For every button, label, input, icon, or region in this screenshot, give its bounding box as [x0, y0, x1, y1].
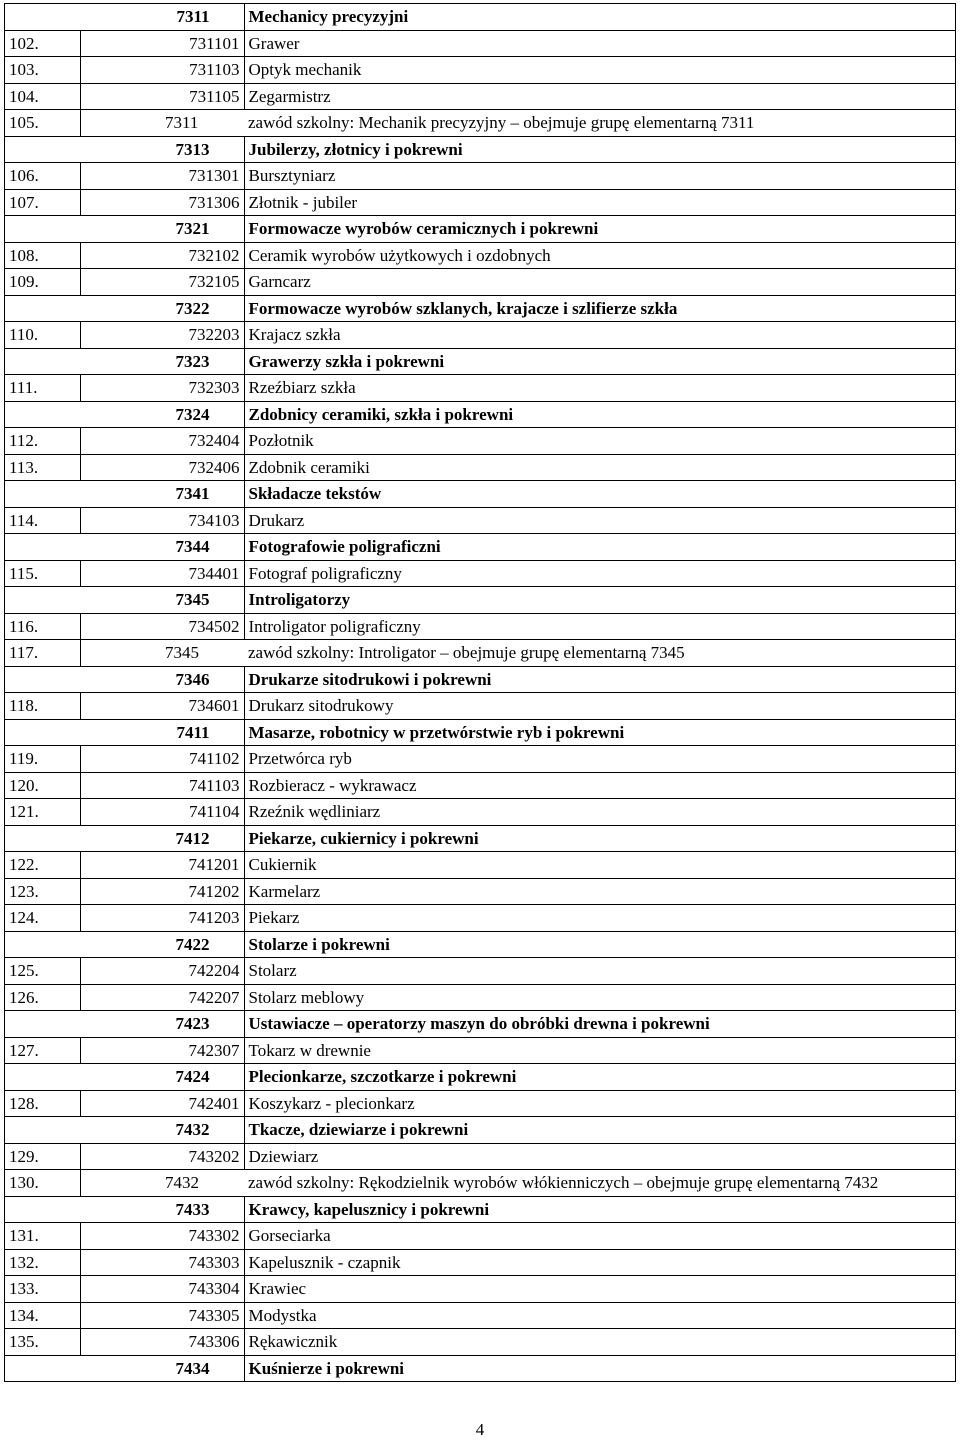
occupation-name: Piekarz — [244, 905, 956, 932]
occupation-code: 741202 — [81, 878, 245, 905]
occupation-name: Przetwórca ryb — [244, 746, 956, 773]
occupation-name: Dziewiarz — [244, 1143, 956, 1170]
occupation-row — [5, 1037, 956, 1064]
occupation-row — [5, 1249, 956, 1276]
occupation-code: 742307 — [81, 1037, 245, 1064]
occupation-code: 732303 — [81, 375, 245, 402]
occupation-code: 742401 — [81, 1090, 245, 1117]
row-number: 129. — [5, 1143, 81, 1170]
row-number: 115. — [5, 560, 81, 587]
row-number: 124. — [5, 905, 81, 932]
occupation-code: 741104 — [81, 799, 245, 826]
row-number — [5, 4, 81, 31]
occupation-row — [5, 57, 956, 84]
row-number — [5, 534, 81, 561]
occupation-name: Fotograf poligraficzny — [244, 560, 956, 587]
row-number: 134. — [5, 1302, 81, 1329]
group-name: Grawerzy szkła i pokrewni — [244, 348, 956, 375]
row-number: 121. — [5, 799, 81, 826]
occupation-row — [5, 189, 956, 216]
occupation-code: 741201 — [81, 852, 245, 879]
row-number — [5, 1011, 81, 1038]
group-name: Krawcy, kapelusznicy i pokrewni — [244, 1196, 956, 1223]
occupation-name: zawód szkolny: Mechanik precyzyjny – obejmuje grupę elementarną 7311 — [244, 110, 956, 137]
row-number — [5, 295, 81, 322]
row-number: 135. — [5, 1329, 81, 1356]
school-occupation-row — [5, 640, 956, 667]
occupation-name: Krajacz szkła — [244, 322, 956, 349]
row-number: 103. — [5, 57, 81, 84]
row-number: 128. — [5, 1090, 81, 1117]
occupation-row — [5, 878, 956, 905]
occupation-code: 743306 — [81, 1329, 245, 1356]
group-code: 7323 — [81, 348, 245, 375]
group-row — [5, 1117, 956, 1144]
group-name: Składacze tekstów — [244, 481, 956, 508]
row-number — [5, 136, 81, 163]
occupation-name: Tokarz w drewnie — [244, 1037, 956, 1064]
occupation-code: 741103 — [81, 772, 245, 799]
group-code: 7324 — [81, 401, 245, 428]
group-row — [5, 1064, 956, 1091]
group-name: Mechanicy precyzyjni — [244, 4, 956, 31]
row-number: 110. — [5, 322, 81, 349]
group-code: 7341 — [81, 481, 245, 508]
group-row — [5, 1196, 956, 1223]
group-row — [5, 401, 956, 428]
occupation-name: Stolarz — [244, 958, 956, 985]
occupation-name: Pozłotnik — [244, 428, 956, 455]
row-number: 105. — [5, 110, 81, 137]
occupation-row — [5, 1090, 956, 1117]
occupation-code: 743302 — [81, 1223, 245, 1250]
occupation-code: 731105 — [81, 83, 245, 110]
group-name: Jubilerzy, złotnicy i pokrewni — [244, 136, 956, 163]
occupation-table — [4, 3, 956, 1382]
occupation-code: 742204 — [81, 958, 245, 985]
group-name: Formowacze wyrobów szklanych, krajacze i szlifierze szkła — [244, 295, 956, 322]
occupation-code: 734502 — [81, 613, 245, 640]
occupation-name: Grawer — [244, 30, 956, 57]
occupation-row — [5, 30, 956, 57]
group-row — [5, 481, 956, 508]
occupation-code: 731306 — [81, 189, 245, 216]
page-number: 4 — [475, 1420, 485, 1439]
group-name: Masarze, robotnicy w przetwórstwie ryb i pokrewni — [244, 719, 956, 746]
occupation-name: Koszykarz - plecionkarz — [244, 1090, 956, 1117]
occupation-name: Ceramik wyrobów użytkowych i ozdobnych — [244, 242, 956, 269]
row-number — [5, 216, 81, 243]
occupation-name: Garncarz — [244, 269, 956, 296]
occupation-name: Krawiec — [244, 1276, 956, 1303]
occupation-row — [5, 613, 956, 640]
group-name: Kuśnierze i pokrewni — [244, 1355, 956, 1382]
occupation-code: 743304 — [81, 1276, 245, 1303]
occupation-row — [5, 984, 956, 1011]
row-number: 109. — [5, 269, 81, 296]
occupation-code: 743303 — [81, 1249, 245, 1276]
group-code: 7322 — [81, 295, 245, 322]
row-number — [5, 1064, 81, 1091]
occupation-row — [5, 1276, 956, 1303]
occupation-row — [5, 269, 956, 296]
occupation-row — [5, 958, 956, 985]
occupation-code: 734401 — [81, 560, 245, 587]
occupation-name: Rękawicznik — [244, 1329, 956, 1356]
group-name: Fotografowie poligraficzni — [244, 534, 956, 561]
row-number: 108. — [5, 242, 81, 269]
row-number: 118. — [5, 693, 81, 720]
occupation-code: 732105 — [81, 269, 245, 296]
row-number: 120. — [5, 772, 81, 799]
occupation-name: Modystka — [244, 1302, 956, 1329]
occupation-code: 743202 — [81, 1143, 245, 1170]
group-row — [5, 4, 956, 31]
occupation-name: Karmelarz — [244, 878, 956, 905]
school-occupation-row — [5, 1170, 956, 1197]
row-number: 106. — [5, 163, 81, 190]
row-number — [5, 1117, 81, 1144]
row-number: 112. — [5, 428, 81, 455]
row-number — [5, 825, 81, 852]
occupation-code: 731301 — [81, 163, 245, 190]
occupation-code: 741203 — [81, 905, 245, 932]
row-number: 131. — [5, 1223, 81, 1250]
group-name: Piekarze, cukiernicy i pokrewni — [244, 825, 956, 852]
occupation-row — [5, 428, 956, 455]
group-code: 7422 — [81, 931, 245, 958]
occupation-code: 741102 — [81, 746, 245, 773]
school-occupation-row — [5, 110, 956, 137]
row-number: 104. — [5, 83, 81, 110]
group-row — [5, 587, 956, 614]
group-code: 7346 — [81, 666, 245, 693]
group-code: 7423 — [81, 1011, 245, 1038]
row-number: 127. — [5, 1037, 81, 1064]
group-code: 7412 — [81, 825, 245, 852]
group-row — [5, 1011, 956, 1038]
occupation-row — [5, 1302, 956, 1329]
occupation-name: Bursztyniarz — [244, 163, 956, 190]
group-name: Drukarze sitodrukowi i pokrewni — [244, 666, 956, 693]
occupation-code: 732102 — [81, 242, 245, 269]
occupation-row — [5, 322, 956, 349]
occupation-code: 731101 — [81, 30, 245, 57]
occupation-row — [5, 693, 956, 720]
row-number — [5, 401, 81, 428]
row-number — [5, 666, 81, 693]
occupation-code: 734103 — [81, 507, 245, 534]
occupation-name: Rozbieracz - wykrawacz — [244, 772, 956, 799]
occupation-code: 743305 — [81, 1302, 245, 1329]
row-number: 125. — [5, 958, 81, 985]
row-number: 119. — [5, 746, 81, 773]
group-code: 7432 — [81, 1117, 245, 1144]
occupation-name: Kapelusznik - czapnik — [244, 1249, 956, 1276]
occupation-name: Stolarz meblowy — [244, 984, 956, 1011]
occupation-name: Rzeźnik wędliniarz — [244, 799, 956, 826]
group-name: Plecionkarze, szczotkarze i pokrewni — [244, 1064, 956, 1091]
group-code: 7311 — [81, 4, 245, 31]
occupation-row — [5, 905, 956, 932]
occupation-code: 732404 — [81, 428, 245, 455]
row-number — [5, 1196, 81, 1223]
group-code: 7424 — [81, 1064, 245, 1091]
occupation-name: Cukiernik — [244, 852, 956, 879]
occupation-row — [5, 772, 956, 799]
occupation-code: 7432 — [81, 1170, 245, 1197]
occupation-name: Drukarz sitodrukowy — [244, 693, 956, 720]
group-name: Stolarze i pokrewni — [244, 931, 956, 958]
row-number: 122. — [5, 852, 81, 879]
row-number — [5, 931, 81, 958]
group-row — [5, 825, 956, 852]
occupation-row — [5, 83, 956, 110]
group-row — [5, 534, 956, 561]
row-number: 123. — [5, 878, 81, 905]
occupation-code: 7311 — [81, 110, 245, 137]
row-number: 132. — [5, 1249, 81, 1276]
row-number: 126. — [5, 984, 81, 1011]
group-row — [5, 216, 956, 243]
row-number: 111. — [5, 375, 81, 402]
occupation-name: zawód szkolny: Introligator – obejmuje grupę elementarną 7345 — [244, 640, 956, 667]
group-row — [5, 348, 956, 375]
group-name: Introligatorzy — [244, 587, 956, 614]
group-name: Formowacze wyrobów ceramicznych i pokrewni — [244, 216, 956, 243]
row-number: 102. — [5, 30, 81, 57]
row-number — [5, 348, 81, 375]
group-code: 7313 — [81, 136, 245, 163]
group-row — [5, 931, 956, 958]
occupation-name: Zdobnik ceramiki — [244, 454, 956, 481]
group-name: Zdobnicy ceramiki, szkła i pokrewni — [244, 401, 956, 428]
group-code: 7411 — [81, 719, 245, 746]
group-code: 7345 — [81, 587, 245, 614]
group-code: 7433 — [81, 1196, 245, 1223]
group-row — [5, 136, 956, 163]
occupation-code: 731103 — [81, 57, 245, 84]
row-number — [5, 481, 81, 508]
occupation-row — [5, 560, 956, 587]
row-number: 116. — [5, 613, 81, 640]
occupation-row — [5, 746, 956, 773]
occupation-name: Zegarmistrz — [244, 83, 956, 110]
group-code: 7344 — [81, 534, 245, 561]
group-code: 7434 — [81, 1355, 245, 1382]
occupation-row — [5, 454, 956, 481]
occupation-row — [5, 1329, 956, 1356]
occupation-row — [5, 852, 956, 879]
occupation-row — [5, 242, 956, 269]
group-code: 7321 — [81, 216, 245, 243]
occupation-row — [5, 1143, 956, 1170]
group-name: Ustawiacze – operatorzy maszyn do obróbki drewna i pokrewni — [244, 1011, 956, 1038]
occupation-row — [5, 799, 956, 826]
group-row — [5, 666, 956, 693]
occupation-name: Rzeźbiarz szkła — [244, 375, 956, 402]
group-name: Tkacze, dziewiarze i pokrewni — [244, 1117, 956, 1144]
occupation-name: Drukarz — [244, 507, 956, 534]
row-number — [5, 1355, 81, 1382]
occupation-code: 742207 — [81, 984, 245, 1011]
row-number: 107. — [5, 189, 81, 216]
row-number: 113. — [5, 454, 81, 481]
occupation-name: Introligator poligraficzny — [244, 613, 956, 640]
occupation-row — [5, 1223, 956, 1250]
occupation-code: 734601 — [81, 693, 245, 720]
occupation-name: Optyk mechanik — [244, 57, 956, 84]
occupation-code: 732203 — [81, 322, 245, 349]
row-number: 133. — [5, 1276, 81, 1303]
group-row — [5, 1355, 956, 1382]
occupation-name: Gorseciarka — [244, 1223, 956, 1250]
occupation-row — [5, 507, 956, 534]
group-row — [5, 295, 956, 322]
row-number — [5, 719, 81, 746]
row-number — [5, 587, 81, 614]
row-number: 114. — [5, 507, 81, 534]
group-row — [5, 719, 956, 746]
occupation-code: 732406 — [81, 454, 245, 481]
occupation-row — [5, 375, 956, 402]
occupation-table-body — [5, 4, 956, 1382]
occupation-name: Złotnik - jubiler — [244, 189, 956, 216]
row-number: 130. — [5, 1170, 81, 1197]
occupation-name: zawód szkolny: Rękodzielnik wyrobów włókienniczych – obejmuje grupę elementarną 7432 — [244, 1170, 956, 1197]
occupation-code: 7345 — [81, 640, 245, 667]
occupation-row — [5, 163, 956, 190]
row-number: 117. — [5, 640, 81, 667]
